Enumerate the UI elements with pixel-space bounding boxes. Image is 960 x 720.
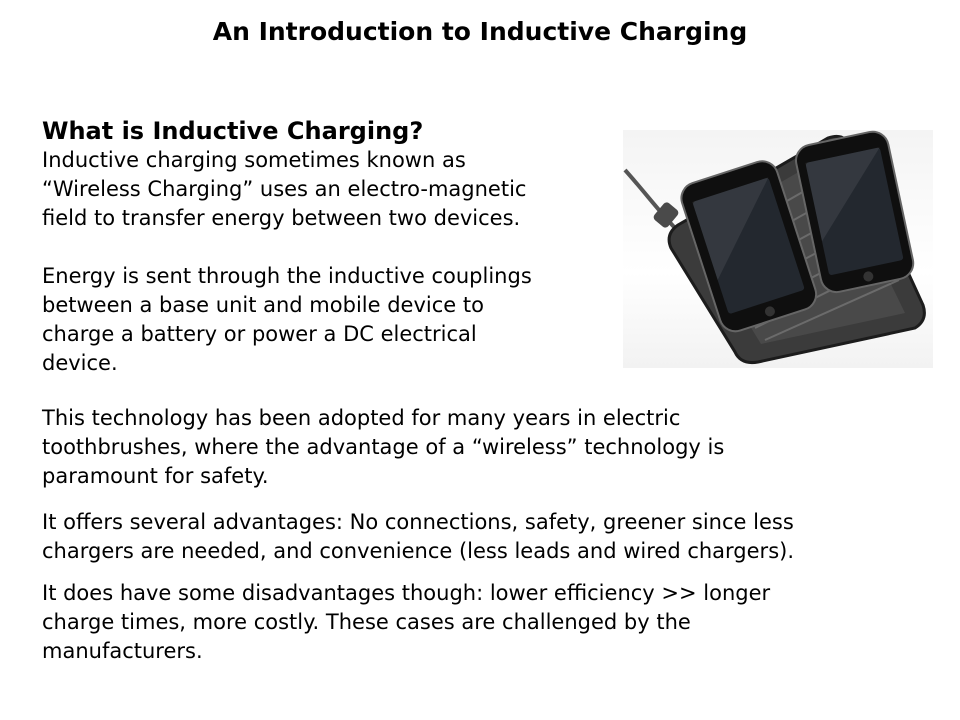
advantages-paragraph [42,508,942,566]
energy-line-2: between a base unit and mobile device to [42,293,484,317]
adoption-line-2: toothbrushes, where the advantage of a “wireless” technology is [42,435,725,459]
intro-line-2: “Wireless Charging” uses an electro-magnetic [42,177,527,201]
adoption-paragraph [42,404,942,491]
charging-pad-photo [623,130,933,368]
energy-line-1: Energy is sent through the inductive couplings [42,264,532,288]
disadvantages-line-1: It does have some disadvantages though: lower efficiency >> longer [42,581,771,605]
advantages-line-1: It offers several advantages: No connections, safety, greener since less [42,510,794,534]
adoption-line-1: This technology has been adopted for many years in electric [42,406,681,430]
intro-line-1: Inductive charging sometimes known as [42,148,466,172]
intro-line-3: field to transfer energy between two devices. [42,206,521,230]
section-heading: What is Inductive Charging? [42,117,424,145]
adoption-line-3: paramount for safety. [42,464,269,488]
disadvantages-line-3: manufacturers. [42,639,203,663]
advantages-line-2: chargers are needed, and convenience (less leads and wired chargers). [42,539,795,563]
intro-text [42,146,622,378]
charging-pad-with-two-phones-icon [623,130,933,368]
disadvantages-paragraph [42,579,942,666]
disadvantages-line-2: charge times, more costly. These cases are challenged by the [42,610,691,634]
energy-line-4: device. [42,351,118,375]
slide-title: An Introduction to Inductive Charging [212,17,748,46]
energy-line-3: charge a battery or power a DC electrical [42,322,477,346]
